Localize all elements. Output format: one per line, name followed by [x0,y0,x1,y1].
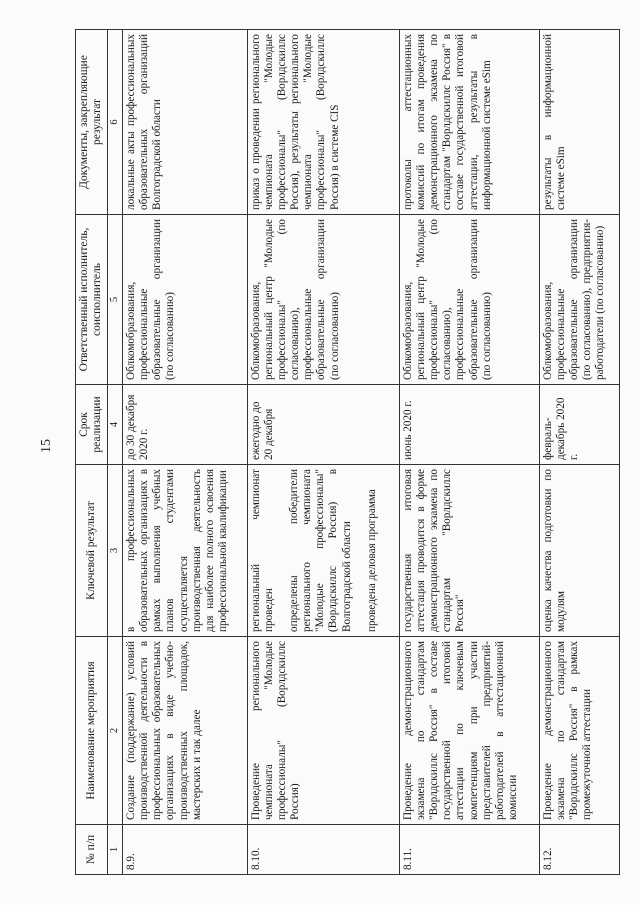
page-number: 15 [39,439,54,453]
event-cell: Проведение демонстрационного экзамена по стандартам "Ворлдскиллс Россия" в рамках промежуточной аттестации [539,637,619,825]
documents-cell: приказ о проведении регионального чемпионата "Молодые профессионалы" (Ворлдскиллс Россия), результаты регионального чемпионата "Молодые профессионалы" (Ворлдскиллс Россия) в системе CIS [248,30,400,215]
responsible-cell: Облкомобразования, региональный центр "Молодые профессионалы" (по согласованию), профессиональные образовательные организации (по согласованию) [400,215,540,385]
row-number: 8.11. [400,825,540,875]
column-number-row [107,30,122,875]
responsible-cell: Облкомобразования, региональный центр "Молодые профессионалы" (по согласованию), профессиональные образовательные организации (по согласованию) [248,215,400,385]
result-text: в профессиональных образовательных организациях в рамках выполнения учебных планов студентами осуществляется производственная деятельность для наиболее полного освоения профессиональной квалификации [125,469,229,632]
table-row [539,30,619,875]
result-cell [248,465,400,637]
responsible-cell: Облкомобразования, профессиональные образовательные организации (по согласованию) [123,215,248,385]
result-cell [123,465,248,637]
table-row [400,30,540,875]
col-num: 6 [107,30,122,215]
result-cell [539,465,619,637]
result-text: определены победители регионального чемпионата "Молодые профессионалы" (Ворлдскиллс Россия) в Волгоградской области [288,469,353,632]
event-cell: Проведение регионального чемпионата "Молодые профессионалы" (Ворлдскиллс Россия) [248,637,400,825]
header-result: Ключевой результат [76,465,108,637]
header-no: № п/п [76,825,108,875]
row-number: 8.12. [539,825,619,875]
rotated-page [75,30,620,875]
col-num: 5 [107,215,122,385]
table-row [123,30,248,875]
plan-table [75,29,620,875]
rotated-content [75,30,620,875]
col-num: 2 [107,637,122,825]
row-number: 8.10. [248,825,400,875]
term-cell: февраль-декабрь 2020 г. [539,385,619,465]
term-cell: до 30 декабря 2020 г. [123,385,248,465]
col-num: 4 [107,385,122,465]
header-term: Срок реализации [76,385,108,465]
responsible-cell: Облкомобразования, профессиональные образовательные организации (по согласованию), предприятия-работодатели (по согласованию) [539,215,619,385]
col-num: 1 [107,825,122,875]
result-cell [400,465,540,637]
term-cell: июнь 2020 г. [400,385,540,465]
table-row [248,30,400,875]
term-cell: ежегодно до 20 декабря [248,385,400,465]
header-responsible: Ответственный исполнитель, соисполнитель [76,215,108,385]
documents-cell: результаты в информационной системе eSim [539,30,619,215]
row-number: 8.9. [123,825,248,875]
event-cell: Создание (поддержание) условий производственной деятельности в профессиональных образовательных организациях в виде учебно-производственных площадок, мастерских и так далее [123,637,248,825]
result-text: оценка качества подготовки по модулям [541,469,567,632]
header-event: Наименование мероприятия [76,637,108,825]
header-row [76,30,108,875]
documents-cell: локальные акты профессиональных образовательных организаций Волгоградской области [123,30,248,215]
event-cell: Проведение демонстрационного экзамена по стандартам "Ворлдскиллс Россия" в составе государственной итоговой аттестации по ключевым компетенциям при участии представителей предприятий-работодателей в аттестационной комиссии [400,637,540,825]
header-documents: Документы, закрепляющие результат [76,30,108,215]
documents-cell: протоколы аттестационных комиссий по итогам проведения демонстрационного экзамена по стандартам "Ворлдскиллс Россия" в составе государственной итоговой аттестации, результаты в информационной системе eSim [400,30,540,215]
col-num: 3 [107,465,122,637]
result-text: проведена деловая программа [365,489,378,632]
result-text: государственная итоговая аттестация проводится в форме демонстрационного экзамена по стандартам "Ворлдскиллс Россия" [402,469,467,632]
result-text: региональный чемпионат проведен [250,469,276,632]
